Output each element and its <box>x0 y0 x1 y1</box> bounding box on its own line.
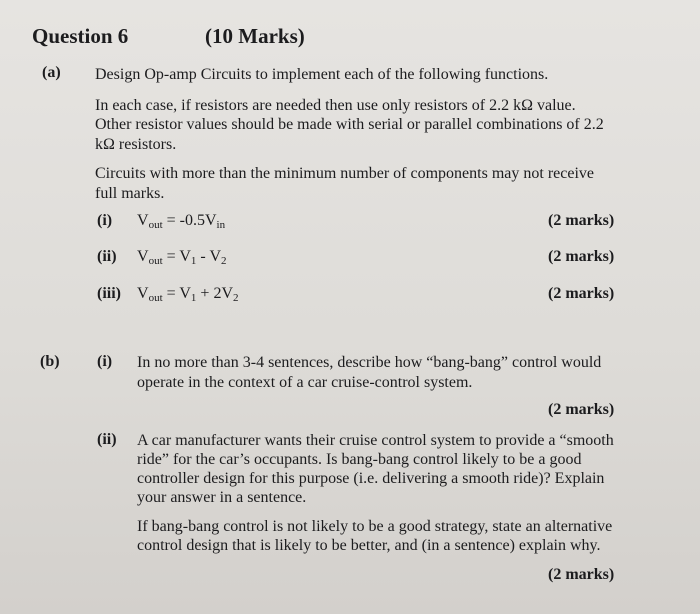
item-i-marks: (2 marks) <box>548 212 615 229</box>
item-i-label: (i) <box>97 212 113 229</box>
part-a-line-4: kΩ resistors. <box>95 136 177 153</box>
part-b-ii-line-5: If bang-bang control is not likely to be a good strategy, state an alternative <box>137 518 613 535</box>
part-a-line-6: full marks. <box>95 185 165 202</box>
item-iii-label: (iii) <box>97 285 121 302</box>
part-b-ii-line-2: ride” for the car’s occupants. Is bang-bang control likely to be a good <box>137 451 582 468</box>
item-ii-equation: $V_{out} = V_1 - V_2$ <box>137 248 227 267</box>
item-ii-label: (ii) <box>97 248 117 265</box>
part-b-label: (b) <box>40 353 60 370</box>
item-i-equation: $V_{out} = -0.5V_{in}$ <box>137 212 226 231</box>
part-b-ii-line-6: control design that is likely to be better, and (in a sentence) explain why. <box>137 537 601 554</box>
part-a-line-1: Design Op-amp Circuits to implement each of the following functions. <box>95 66 549 83</box>
part-b-ii-line-4: your answer in a sentence. <box>137 489 307 506</box>
item-iii-equation: $V_{out} = V_1 + 2V_2$ <box>137 285 239 304</box>
part-b-i-label: (i) <box>97 353 113 370</box>
part-a-line-2: In each case, if resistors are needed then use only resistors of 2.2 kΩ value. <box>95 97 576 114</box>
question-total-marks: (10 Marks) <box>205 24 305 48</box>
item-iii-marks: (2 marks) <box>548 285 615 302</box>
part-b-ii-line-3: controller design for this purpose (i.e. delivering a smooth ride)? Explain <box>137 470 605 487</box>
question-title: Question 6 <box>32 24 129 48</box>
part-b-i-line-1: In no more than 3-4 sentences, describe how “bang-bang” control would <box>137 354 602 371</box>
part-b-ii-label: (ii) <box>97 431 117 448</box>
part-b-ii-marks: (2 marks) <box>548 566 615 583</box>
part-b-ii-line-1: A car manufacturer wants their cruise control system to provide a “smooth <box>137 432 614 449</box>
part-a-label: (a) <box>42 64 61 81</box>
part-a-line-3: Other resistor values should be made with serial or parallel combinations of 2.2 <box>95 116 604 133</box>
part-a-line-5: Circuits with more than the minimum number of components may not receive <box>95 165 594 182</box>
part-b-i-line-2: operate in the context of a car cruise-control system. <box>137 374 473 391</box>
item-ii-marks: (2 marks) <box>548 248 615 265</box>
part-b-i-marks: (2 marks) <box>548 401 615 418</box>
